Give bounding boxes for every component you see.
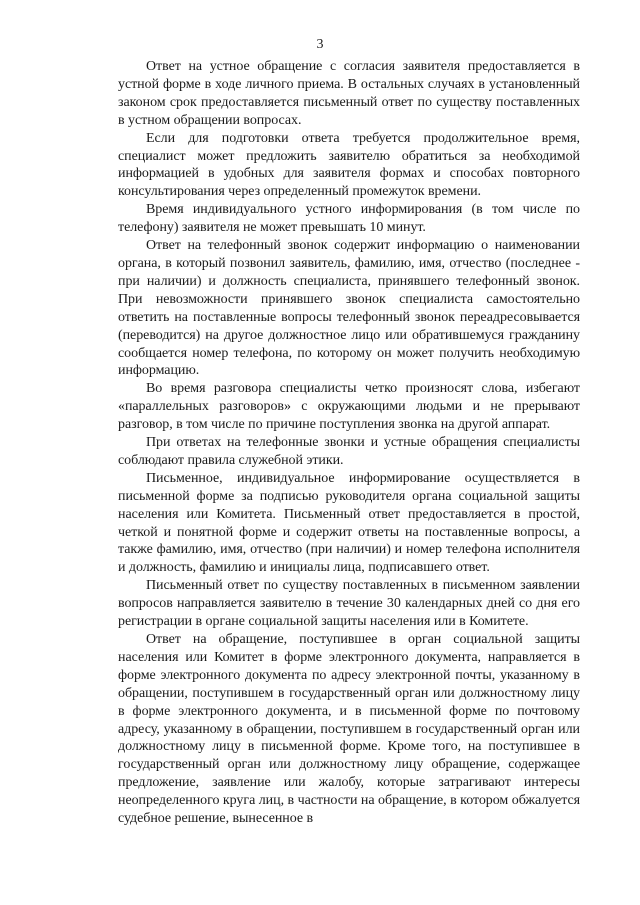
paragraph-electronic-response: Ответ на обращение, поступившее в орган социальной защиты населения или Комитет в форме электронного документа, направляется в форме электронного документа по адресу электронной почты, указанному в обращении, поступившем в государственный орган или должностному лицу в форме электронного документа, и в письменной форме по почтовому адресу, указанному в обращении, поступившем в государственный орган или должностному лицу в письменной форме. Кроме того, на поступившее в государственный орган или должностному лицу обращение, содержащее предложение, заявление или жалобу, которые затрагивают интересы неопределенного круга лиц, в частности на обращение, в котором обжалуется судебное решение, вынесенное в bbox=[118, 632, 580, 827]
paragraph-phone-call-answer: Ответ на телефонный звонок содержит информацию о наименовании органа, в который позвонил заявитель, фамилию, имя, отчество (последнее - при наличии) и должность специалиста, принявшего телефонный звонок. При невозможности принявшего звонок специалиста самостоятельно ответить на поставленные вопросы телефонный звонок переадресовывается (переводится) на другое должностное лицо или обратившемуся гражданину сообщается номер телефона, по которому он может получить необходимую информацию. bbox=[118, 238, 580, 379]
paragraph-written-response-term: Письменный ответ по существу поставленных в письменном заявлении вопросов направляется заявителю в течение 30 календарных дней со дня его регистрации в органе социальной защиты населения или в Комитете. bbox=[118, 578, 580, 630]
page-number: 3 bbox=[316, 37, 324, 52]
paragraph-service-ethics: При ответах на телефонные звонки и устные обращения специалисты соблюдают правила служебной этики. bbox=[118, 435, 580, 468]
document-body bbox=[118, 58, 580, 828]
paragraph-conversation-rules: Во время разговора специалисты четко произносят слова, избегают «параллельных разговоров» с окружающими людьми и не прерывают разговор, в том числе по причине поступления звонка на другой аппарат. bbox=[118, 381, 580, 433]
paragraph-oral-informing-limit: Время индивидуального устного информирования (в том числе по телефону) заявителя не может превышать 10 минут. bbox=[118, 202, 580, 236]
paragraph-written-informing: Письменное, индивидуальное информирование осуществляется в письменной форме за подписью руководителя органа социальной защиты населения или Комитета. Письменный ответ предоставляется в простой, четкой и понятной форме и содержит ответы на поставленные вопросы, а также фамилию, имя, отчество (при наличии) и номер телефона исполнителя и должность, фамилию и инициалы лица, подписавшего ответ. bbox=[118, 470, 580, 576]
paragraph-preparation-time: Если для подготовки ответа требуется продолжительное время, специалист может предложить заявителю обратиться за необходимой информацией в удобных для заявителя формах и способах повторного консультирования через определенный промежуток времени. bbox=[118, 130, 580, 200]
paragraph-oral-response: Ответ на устное обращение с согласия заявителя предоставляется в устной форме в ходе личного приема. В остальных случаях в установленный законом срок предоставляется письменный ответ по существу поставленных в устном обращении вопросах. bbox=[118, 59, 580, 128]
